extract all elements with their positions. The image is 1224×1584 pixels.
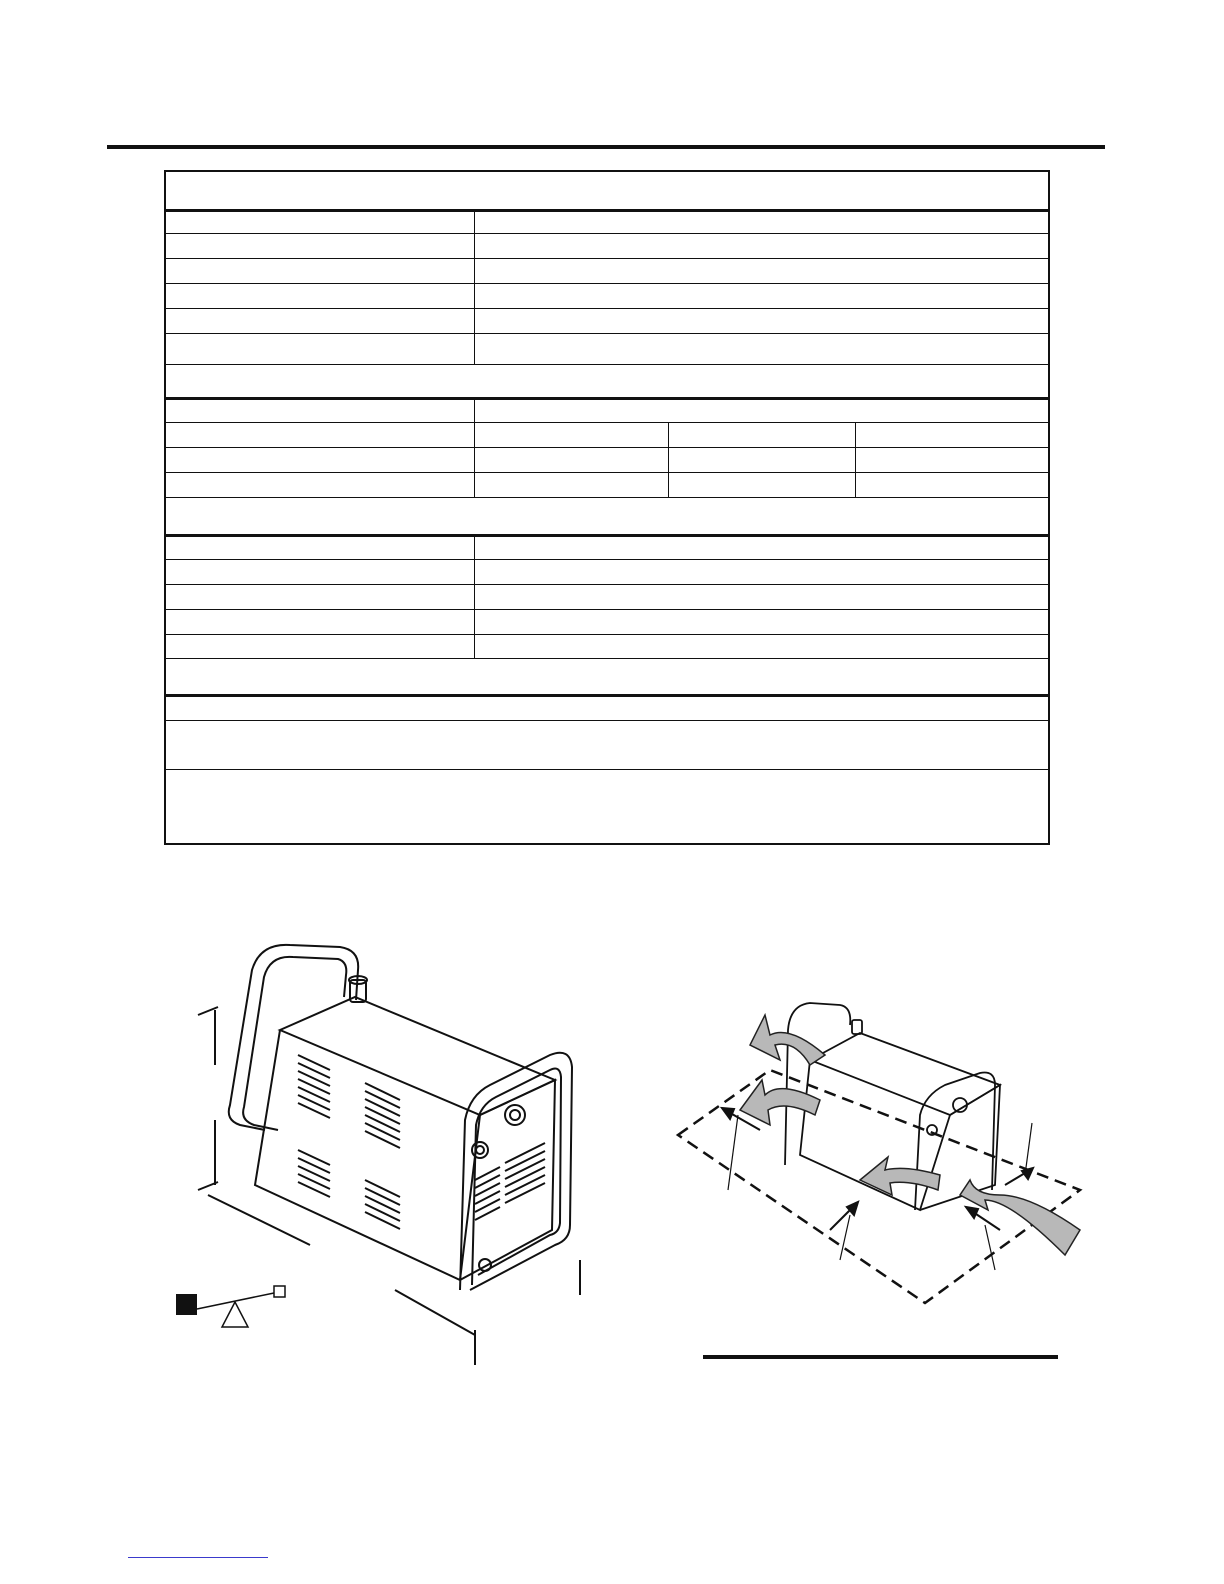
center-of-gravity-icon [176, 1286, 285, 1327]
table-row [166, 333, 1048, 364]
table-row [166, 397, 1048, 422]
table-row [166, 559, 1048, 584]
table-section-header [166, 658, 1048, 694]
table-row [166, 472, 1048, 497]
table-row [166, 258, 1048, 283]
figure-rule [703, 1355, 1058, 1359]
table-row [166, 422, 1048, 447]
table-section-header [166, 172, 1048, 209]
table-row [166, 769, 1048, 843]
table-row [166, 534, 1048, 559]
power-supply-dimension-figure [160, 935, 600, 1375]
table-row [166, 209, 1048, 233]
table-row [166, 447, 1048, 472]
table-section-header [166, 497, 1048, 534]
top-rule [107, 145, 1105, 149]
footer-link[interactable] [128, 1557, 268, 1558]
table-row [166, 584, 1048, 609]
airflow-clearance-figure [670, 985, 1100, 1305]
table-row [166, 308, 1048, 333]
table-section-header [166, 364, 1048, 397]
specifications-table [164, 170, 1050, 845]
table-row [166, 634, 1048, 658]
table-row [166, 694, 1048, 720]
table-row [166, 233, 1048, 258]
table-row [166, 609, 1048, 634]
table-row [166, 283, 1048, 308]
table-row [166, 720, 1048, 769]
